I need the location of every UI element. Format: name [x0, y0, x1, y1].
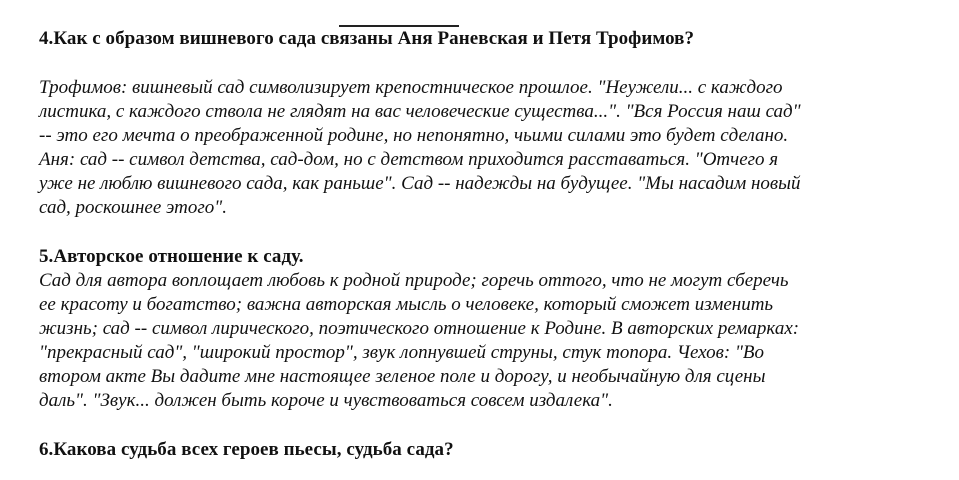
answer-line: сад, роскошнее этого". — [39, 197, 228, 218]
answer-line: даль". "Звук... должен быть короче и чувствоваться совсем издалека". — [39, 390, 613, 411]
question-heading-4: 4.Как с образом вишневого сада связаны Аня Раневская и Петя Трофимов? — [39, 28, 695, 49]
answer-line: "прекрасный сад", "широкий простор", звук лопнувшей струны, стук топора. Чехов: "Во — [39, 342, 765, 363]
question-heading-5: 5.Авторское отношение к саду. — [39, 246, 304, 267]
answer-line: уже не люблю вишневого сада, как раньше". Сад -- надежды на будущее. "Мы насадим новый — [39, 173, 801, 194]
cropped-previous-text — [339, 13, 459, 29]
answer-line: листика, с каждого ствола не глядят на вас человеческие существа...". "Вся Россия наш сад" — [39, 101, 801, 122]
answer-line: Трофимов: вишневый сад символизирует крепостническое прошлое. "Неужели... с каждого — [39, 77, 783, 98]
answer-line: -- это его мечта о преображенной родине, но непонятно, чьими силами это будет сделано. — [39, 125, 789, 146]
answer-line: жизнь; сад -- символ лирического, поэтического отношение к Родине. В авторских ремарках: — [39, 318, 800, 339]
document-page — [39, 27, 919, 462]
answer-line: Сад для автора воплощает любовь к родной природе; горечь оттого, что не могут сберечь — [39, 270, 789, 291]
question-heading-6: 6.Какова судьба всех героев пьесы, судьба сада? — [39, 439, 454, 460]
answer-paragraph-5 — [39, 269, 919, 413]
answer-line: Аня: сад -- символ детства, сад-дом, но с детством приходится расставаться. "Отчего я — [39, 149, 779, 170]
answer-line: ее красоту и богатство; важна авторская мысль о человеке, который сможет изменить — [39, 294, 774, 315]
answer-paragraph-4 — [39, 76, 919, 220]
answer-line: втором акте Вы дадите мне настоящее зеленое поле и дорогу, и необычайную для сцены — [39, 366, 766, 387]
